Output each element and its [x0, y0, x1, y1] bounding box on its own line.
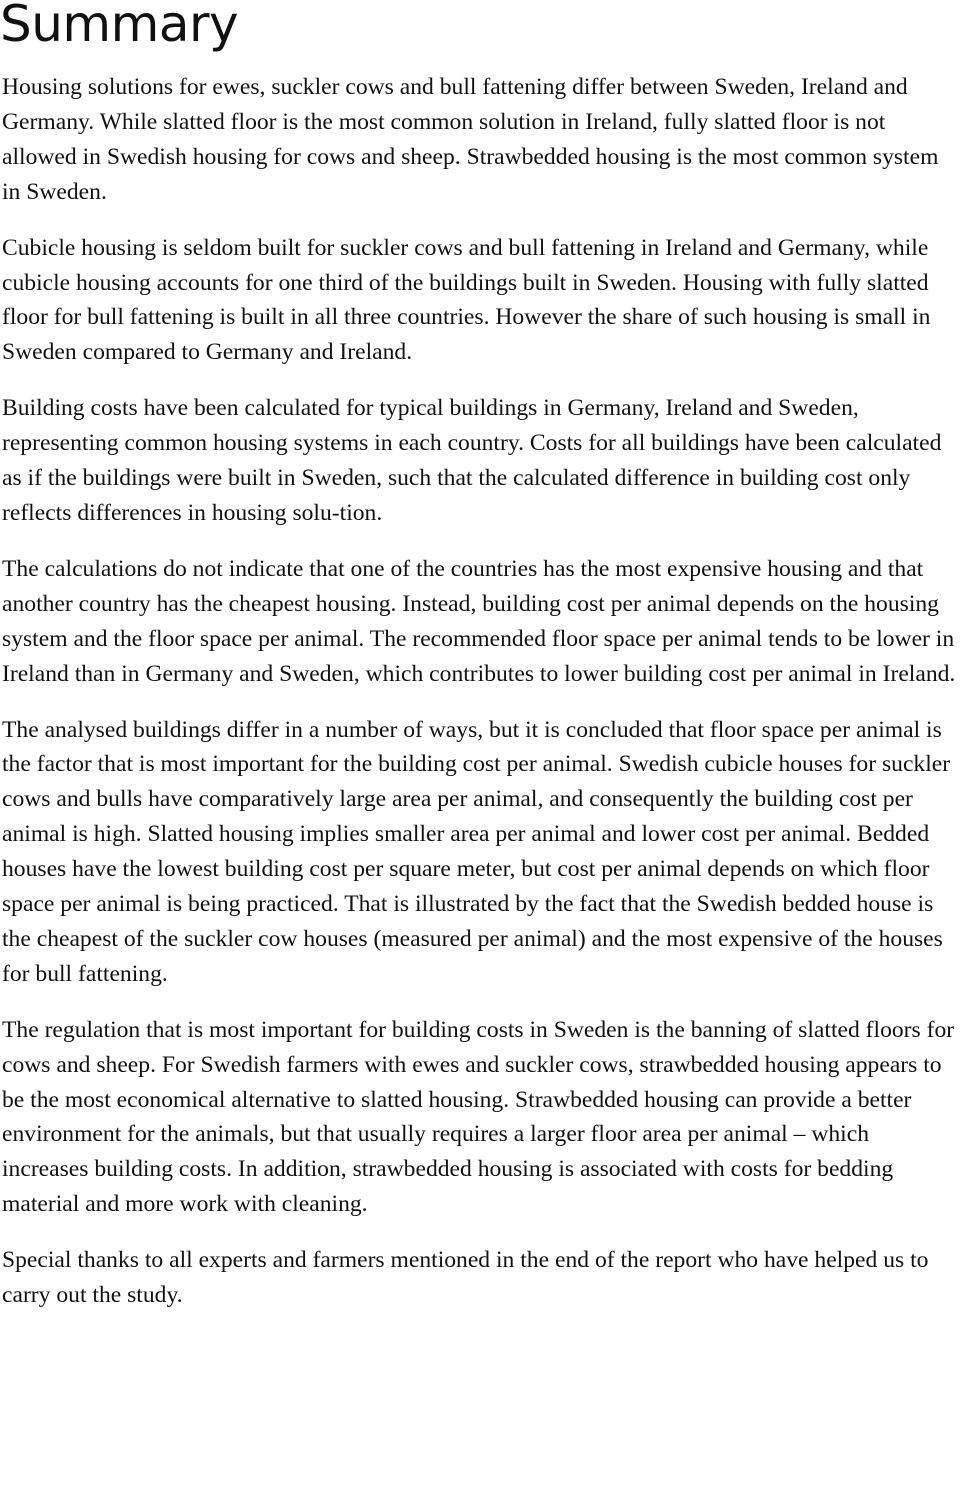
paragraph-calculations: The calculations do not indicate that one of the countries has the most expensive housing and that another country has the cheapest housing. Instead, building cost per animal depends on the housing system and the floor space per animal. The recommended floor space per animal tends to be lower in Ireland than in Germany and Sweden, which contributes to lower building cost per animal in Ireland.	[2, 555, 956, 687]
paragraph-building-costs: Building costs have been calculated for typical buildings in Germany, Ireland and Sweden, representing common housing systems in each country. Costs for all buildings have been calculated as if the buildings were built in Sweden, such that the calculated difference in building cost only reflects differences in housing solu-tion.	[2, 395, 942, 526]
paragraph-analysed-buildings: The analysed buildings differ in a number of ways, but it is concluded that floor space per animal is the factor that is most important for the building cost per animal. Swedish cubicle houses for suckler cows and bulls have comparatively large area per animal, and consequently the building cost per animal is high. Slatted housing implies smaller area per animal and lower cost per animal. Bedded houses have the lowest building cost per square meter, but cost per animal depends on which floor space per animal is being practiced. That is illustrated by the fact that the Swedish bedded house is the cheapest of the suckler cow houses (measured per animal) and the most expensive of the houses for bull fattening.	[2, 716, 951, 987]
paragraph-regulation: The regulation that is most important for building costs in Sweden is the banning of slatted floors for cows and sheep. For Swedish farmers with ewes and suckler cows, strawbedded housing appears to be the most economical alternative to slatted housing. Strawbedded housing can provide a better environment for the animals, but that usually requires a larger floor area per animal – which increases building costs. In addition, strawbedded housing is associated with costs for bedding material and more work with cleaning.	[2, 1016, 955, 1218]
paragraph-housing-solutions: Housing solutions for ewes, suckler cows and bull fattening differ between Sweden, Ireland and Germany. While slatted floor is the most common solution in Ireland, fully slatted floor is not allowed in Swedish housing for cows and sheep. Strawbedded housing is the most common system in Sweden.	[2, 74, 939, 205]
summary-body	[2, 70, 960, 1334]
paragraph-special-thanks: Special thanks to all experts and farmers mentioned in the end of the report who have helped us to carry out the study.	[2, 1247, 929, 1309]
page-title: Summary	[0, 0, 239, 53]
paragraph-cubicle-housing: Cubicle housing is seldom built for suckler cows and bull fattening in Ireland and Germany, while cubicle housing accounts for one third of the buildings built in Sweden. Housing with fully slatted floor for bull fattening is built in all three countries. However the share of such housing is small in Sweden compared to Germany and Ireland.	[2, 234, 931, 366]
